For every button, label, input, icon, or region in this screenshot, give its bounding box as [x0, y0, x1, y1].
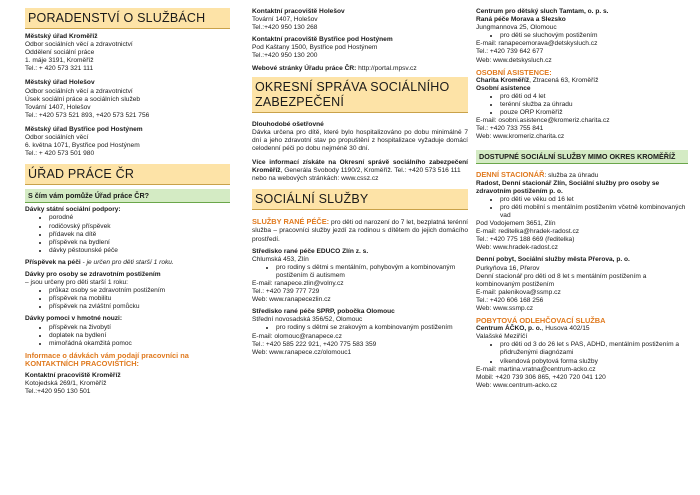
provider-address: , Husova 402/15 [541, 325, 590, 333]
office-line: 6. května 1071, Bystřice pod Hostýnem [25, 142, 140, 150]
day-care-line [476, 171, 688, 180]
contact-office-address: Tovární 1407, Holešov [252, 16, 318, 24]
provider-email: E-mail: reditelka@hradek-radost.cz [476, 228, 580, 236]
early-care-heading: SLUŽBY RANÉ PÉČE: [252, 217, 330, 227]
state-benefits-title: Dávky státní sociální podpory: [25, 206, 121, 214]
section-heading-labour-office: ÚŘAD PRÁCE ČR [25, 164, 230, 185]
list-item: • víkendová pobytová forma služby [500, 358, 688, 366]
contact-office-address: Kotojedská 269/1, Kroměříž [25, 380, 107, 388]
website-label: Webové stránky Úřadu práce ČR: [252, 64, 357, 72]
disability-sub: – jsou určeny pro děti starší 1 roku: [25, 279, 128, 287]
provider-phone: Tel.: +420 585 222 921, +420 775 583 359 [252, 340, 377, 348]
office-line: Odbor sociálních věcí a zdravotnictví [25, 87, 133, 95]
care-note: - je určen pro děti starší 1 roku. [80, 258, 174, 266]
provider-name [476, 180, 688, 196]
office-line: Tel.: + 420 573 321 111 [25, 65, 94, 73]
personal-assistance-heading: OSOBNÍ ASISTENCE: [476, 67, 552, 77]
care-allowance [25, 259, 230, 267]
list-item: • pro děti od 4 let [500, 93, 688, 101]
provider-name: Středisko rané péče SPRP, pobočka Olomouc [252, 308, 395, 316]
column-right [476, 8, 688, 390]
labour-office-website [252, 65, 468, 73]
provider-address: Purkyňova 16, Přerov [476, 264, 540, 272]
radost-name: Radost, Denní stacionář Zlín [476, 179, 566, 187]
contact-office-name: Kontaktní pracoviště Bystřice pod Hostýnem [252, 36, 393, 44]
list-item: • přídavek na dítě [49, 231, 230, 239]
list-item: • příspěvek na živobytí [49, 324, 230, 332]
provider-city: Valašské Meziříčí [476, 333, 528, 341]
disability-list [25, 287, 230, 311]
office-line: Odbor sociálních věcí a zdravotnictví [25, 41, 133, 49]
provider-web: Web: www.kromeriz.charita.cz [476, 133, 565, 141]
provider-description: Denní stacionář pro děti od 8 let s mentálním postižením a kombinovaným postižením [476, 272, 647, 288]
provider-phone: Tel.: +420 606 168 256 [476, 296, 544, 304]
social-security-web: nebo na webových stránkách: www.cssz.cz [252, 175, 379, 183]
office-line: Oddělení sociální práce [25, 49, 95, 57]
care-benefit-text: Dávka určena pro dítě, které bylo hospitalizováno po dobu minimálně 7 dní a jeho zdravotní stav po propuštění z hospitalizace vyžaduje domácí celodenní péči po dobu nejméně 30 dní. [252, 128, 468, 152]
provider-name-2: Raná péče Morava a Slezsko [476, 16, 566, 24]
provider-address: , Ztracená 63, Kroměříž [529, 76, 599, 84]
list-item: • příspěvek na zvláštní pomůcku [49, 303, 230, 311]
provider-address: Střední novosadská 356/52, Olomouc [252, 316, 363, 324]
provider-phone: Tel.: +420 733 755 841 [476, 125, 544, 133]
provider-phone: Tel.: +420 739 777 729 [252, 288, 320, 296]
provider-email: E-mail: ranapecemorava@detskysluch.cz [476, 40, 598, 48]
provider-web: Web: www.centrum-acko.cz [476, 381, 558, 389]
charita-line [476, 77, 688, 85]
column-middle [252, 8, 468, 357]
list-item: • pro děti mobilní s mentálním postižením včetně kombinovaných vad [500, 204, 688, 220]
provider-list [476, 196, 688, 220]
office-line: Tel.: + 420 573 501 980 [25, 150, 95, 158]
provider-web: Web: www.ranapecezlin.cz [252, 296, 331, 304]
list-item: • terénní služba za úhradu [500, 101, 688, 109]
section-heading-counselling: PORADENSTVÍ O SLUŽBÁCH [25, 8, 230, 29]
provider-address: Pod Vodojemem 3651, Zlín [476, 220, 556, 228]
provider-web: Web: www.hradek-radost.cz [476, 244, 558, 252]
contact-office-name: Kontaktní pracoviště Kroměříž [25, 372, 121, 379]
office-name: Městský úřad Kroměříž [25, 33, 98, 40]
charita-sub: Osobní asistence [476, 84, 531, 92]
subheading-labour-help: S čím vám pomůže Úřad práce ČR? [25, 189, 230, 203]
contact-office-phone: Tel.:+420 950 130 200 [252, 52, 318, 60]
website-link[interactable]: http://portal.mpsv.cz [356, 64, 417, 72]
provider-phone: Mobil: +420 739 306 865, +420 720 041 120 [476, 373, 606, 381]
office-line: 1. máje 3191, Kroměříž [25, 57, 94, 65]
provider-list [252, 324, 468, 332]
list-item: • pro rodiny s dětmi s mentálním, pohybovým a kombinovaným postižením či autismem [276, 264, 468, 280]
care-title: Příspěvek na péči [25, 258, 81, 266]
list-item: • pro děti ve věku od 16 let [500, 196, 688, 204]
list-item: • mimořádná okamžitá pomoc [49, 340, 230, 348]
list-item: • rodičovský příspěvek [49, 223, 230, 231]
list-item: • pro rodiny s dětmi se zrakovým a kombinovaným postižením [276, 324, 468, 332]
provider-email: E-mail: osobni.asistence@kromeriz.charita.cz [476, 117, 610, 125]
provider-address: Chlumská 453, Zlín [252, 255, 309, 263]
provider-list [476, 32, 688, 40]
day-care-heading: DENNÍ STACIONÁŘ [476, 169, 545, 179]
provider-email: E-mail: martina.vratna@centrum-acko.cz [476, 365, 596, 373]
provider-web: Web: www.ssmp.cz [476, 305, 534, 312]
provider-name: Denní pobyt, Sociální služby města Přerova, p. o. [476, 256, 630, 264]
section-heading-social-security: OKRESNÍ SPRÁVA SOCIÁLNÍHO ZABEZPEČENÍ [252, 77, 468, 113]
office-line: Úsek sociální práce a sociálních služeb [25, 95, 141, 103]
material-need-list [25, 324, 230, 348]
respite-heading: POBYTOVÁ ODLEHČOVACÍ SLUŽBA [476, 316, 606, 326]
list-item: • pro děti se sluchovým postižením [500, 32, 688, 40]
list-item: • průkaz osoby se zdravotním postižením [49, 287, 230, 295]
provider-name: Středisko rané péče EDUCO Zlín z. s. [252, 247, 369, 255]
list-item: • příspěvek na bydlení [49, 239, 230, 247]
subheading-outside-district: DOSTUPNÉ SOCIÁLNÍ SLUŽBY MIMO OKRES KROMĚŘÍŽ [476, 150, 688, 164]
early-care-intro [252, 218, 468, 243]
provider-list [252, 264, 468, 280]
list-item: • příspěvek na mobilitu [49, 295, 230, 303]
list-item: • pro děti od 3 do 26 let s PAS, ADHD, mentálním postižením a přidruženými diagnózami [500, 341, 688, 357]
contact-office-address: Pod Kaštany 1500, Bystřice pod Hostýnem [252, 44, 378, 52]
radost-rest: , Sociální služby pro osoby se zdravotním postižením p. o. [476, 179, 660, 195]
contact-office-name: Kontaktní pracoviště Holešov [252, 8, 345, 15]
office-block-holesov [25, 79, 230, 119]
provider-address: Jungmannova 25, Olomouc [476, 24, 557, 32]
material-need-title: Dávky pomoci v hmotné nouzi: [25, 315, 123, 323]
care-benefit-title: Dlouhodobé ošetřovné [252, 120, 324, 128]
state-benefits-list [25, 214, 230, 254]
office-line: Odbor sociálních věcí [25, 134, 89, 142]
office-name: Městský úřad Holešov [25, 79, 95, 87]
office-block-kromeriz [25, 33, 230, 73]
provider-list [476, 341, 688, 365]
office-line: Tovární 1407, Holešov [25, 103, 91, 111]
provider-name: Centrum pro dětský sluch Tamtam, o. p. s. [476, 8, 609, 15]
list-item: • dávky pěstounské péče [49, 247, 230, 255]
section-heading-social-services: SOCIÁLNÍ SLUŽBY [252, 189, 468, 210]
contact-office-phone: Tel.:+420 950 130 501 [25, 388, 91, 396]
column-left [25, 8, 230, 396]
acko-line [476, 325, 688, 333]
contact-office-phone: Tel.:+420 950 130 268 [252, 24, 318, 32]
list-item: • pouze ORP Kroměříž [500, 109, 688, 117]
disability-title: Dávky pro osoby se zdravotním postižením [25, 270, 161, 278]
contact-offices-heading: Informace o dávkách vám podají pracovníci na KONTAKTNÍCH PRACOVIŠTÍCH: [25, 350, 189, 368]
provider-web: Web: www.ranapece.cz/olomouc1 [252, 348, 352, 356]
provider-phone: Tel.: +420 739 642 677 [476, 48, 544, 56]
provider-web: Web: www.detskysluch.cz [476, 56, 552, 64]
early-care-text: pro děti od narození do 7 let, bezplatná terénní služba – pracovníci služby jezdí za rodinou s dítětem do jejich domácího prostředí. [252, 219, 468, 243]
provider-phone: Tel.: +420 775 188 669 (ředitelka) [476, 236, 575, 244]
provider-name: Charita Kroměříž [476, 76, 530, 84]
day-care-note: : služba za úhradu [544, 171, 599, 179]
provider-list [476, 93, 688, 117]
info-rest: , Generála Svobody 1190/2, Kroměříž. Tel.: +420 573 516 111 [280, 167, 461, 175]
office-name: Městský úřad Bystřice pod Hostýnem [25, 125, 143, 133]
list-item: • doplatek na bydlení [49, 332, 230, 340]
office-line: Tel.: +420 573 521 893, +420 573 521 756 [25, 111, 150, 119]
provider-email: E-mail: olomouc@ranapece.cz [252, 332, 342, 340]
info-bold: Více informací získáte na Okresní správě sociálního zabezpečení Kroměříž [252, 159, 468, 175]
social-security-info [252, 159, 468, 175]
provider-email: E-mail: ranapece.zlin@volny.cz [252, 279, 344, 287]
provider-email: E-mail: palenikova@ssmp.cz [476, 288, 561, 296]
list-item: • porodné [49, 214, 230, 222]
office-block-bystrice [25, 126, 230, 158]
provider-name: Centrum ÁČKO, p. o. [476, 325, 542, 333]
